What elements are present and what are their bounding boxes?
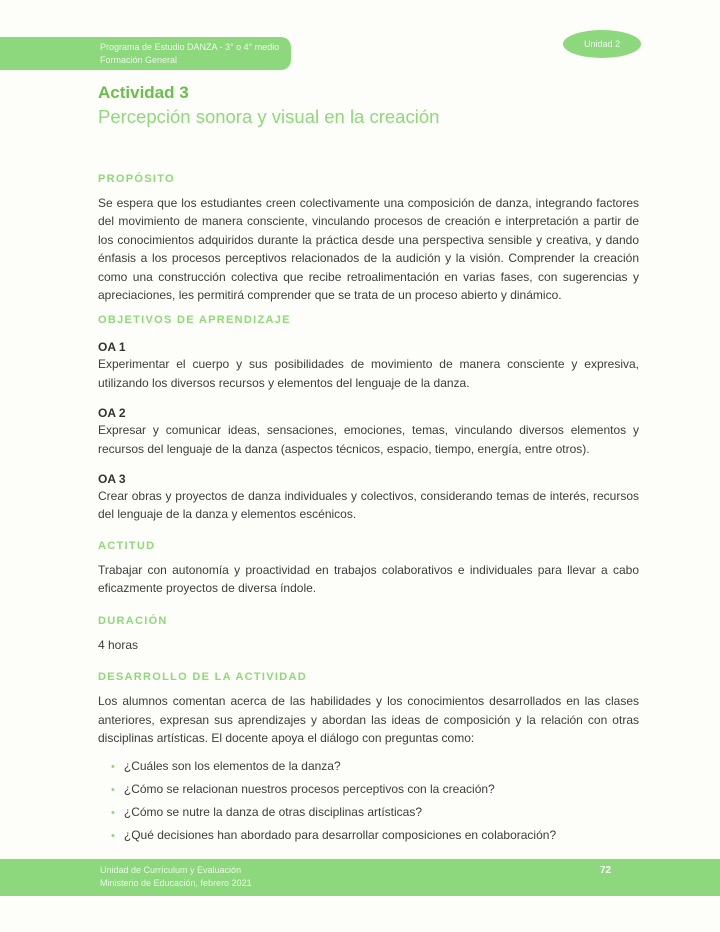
list-item <box>98 827 639 845</box>
desarrollo-paragraph: Los alumnos comentan acerca de las habilidades y los conocimientos desarrollados en las clases anteriores, expresan sus aprendizajes y abordan las ideas de composición y la relación con otras disciplinas artísticas. El docente apoya el diálogo con preguntas como: <box>98 694 639 745</box>
section-heading-duracion: DURACIÓN <box>98 614 168 627</box>
unit-badge-label: Unidad 2 <box>583 39 621 49</box>
unit-badge <box>563 30 641 58</box>
oa2-text: Expresar y comunicar ideas, sensaciones, emociones, temas, vinculando diversos elementos y recursos del lenguaje de la danza (aspectos técnicos, espacio, tiempo, energía, entre otros). <box>98 423 639 456</box>
footer-line2: Ministerio de Educación, febrero 2021 <box>100 878 252 888</box>
document-content <box>98 82 639 850</box>
oa2-label: OA 2 <box>98 406 126 421</box>
question-text: ¿Cuáles son los elementos de la danza? <box>123 759 341 774</box>
bullet-icon: • <box>111 807 115 820</box>
duracion-value: 4 horas <box>98 637 139 652</box>
section-heading-proposito: PROPÓSITO <box>98 173 175 185</box>
question-text: ¿Cómo se relacionan nuestros procesos perceptivos con la creación? <box>123 782 495 797</box>
oa3-text: Crear obras y proyectos de danza individuales y colectivos, considerando temas de interés, recursos del lenguaje de la danza y elementos escénicos. <box>98 489 639 522</box>
header-program-line1: Programa de Estudio DANZA - 3° o 4° medio <box>100 42 280 52</box>
section-heading-actitud: ACTITUD <box>98 539 156 552</box>
section-heading-desarrollo: DESARROLLO DE LA ACTIVIDAD <box>98 671 307 684</box>
footer-line1: Unidad de Currículum y Evaluación <box>100 865 242 875</box>
header-program-line2: Formación General <box>100 54 178 65</box>
question-text: ¿Cómo se nutre la danza de otras disciplinas artísticas? <box>123 805 423 820</box>
header-program-bar <box>0 37 291 70</box>
activity-title: Actividad 3 <box>98 83 189 102</box>
page-number: 72 <box>600 865 612 876</box>
list-item <box>98 804 639 822</box>
activity-subtitle: Percepción sonora y visual en la creación <box>98 106 440 127</box>
question-list <box>98 758 639 845</box>
bullet-icon: • <box>111 761 115 774</box>
oa3-label: OA 3 <box>98 472 126 487</box>
footer-bar <box>0 859 720 896</box>
bullet-icon: • <box>111 830 115 843</box>
oa1-text: Experimentar el cuerpo y sus posibilidades de movimiento de manera consciente y expresiva, utilizando los diversos recursos y elementos del lenguaje de la danza. <box>98 357 639 390</box>
proposito-paragraph: Se espera que los estudiantes creen colectivamente una composición de danza, integrando factores del movimiento de manera consciente, vinculando procesos de creación e interpretación a partir de los conocimientos adquiridos durante la práctica desde una perspectiva sensible y creativa, y dando énfasis a los procesos perceptivos relacionados de la audición y la visión. Comprender la creación como una construcción colectiva que recibe retroalimentación en varias fases, con sugerencias y apreciaciones, les permitirá comprender que se trata de un proceso abierto y dinámico. <box>98 196 639 303</box>
bullet-icon: • <box>111 784 115 797</box>
list-item <box>98 758 639 776</box>
list-item <box>98 781 639 799</box>
question-text: ¿Qué decisiones han abordado para desarrollar composiciones en colaboración? <box>123 828 557 843</box>
oa1-label: OA 1 <box>98 340 126 355</box>
actitud-paragraph: Trabajar con autonomía y proactividad en trabajos colaborativos e individuales para llevar a cabo eficazmente proyectos de diversa índole. <box>98 562 639 596</box>
section-heading-objetivos: OBJETIVOS DE APRENDIZAJE <box>98 314 291 327</box>
